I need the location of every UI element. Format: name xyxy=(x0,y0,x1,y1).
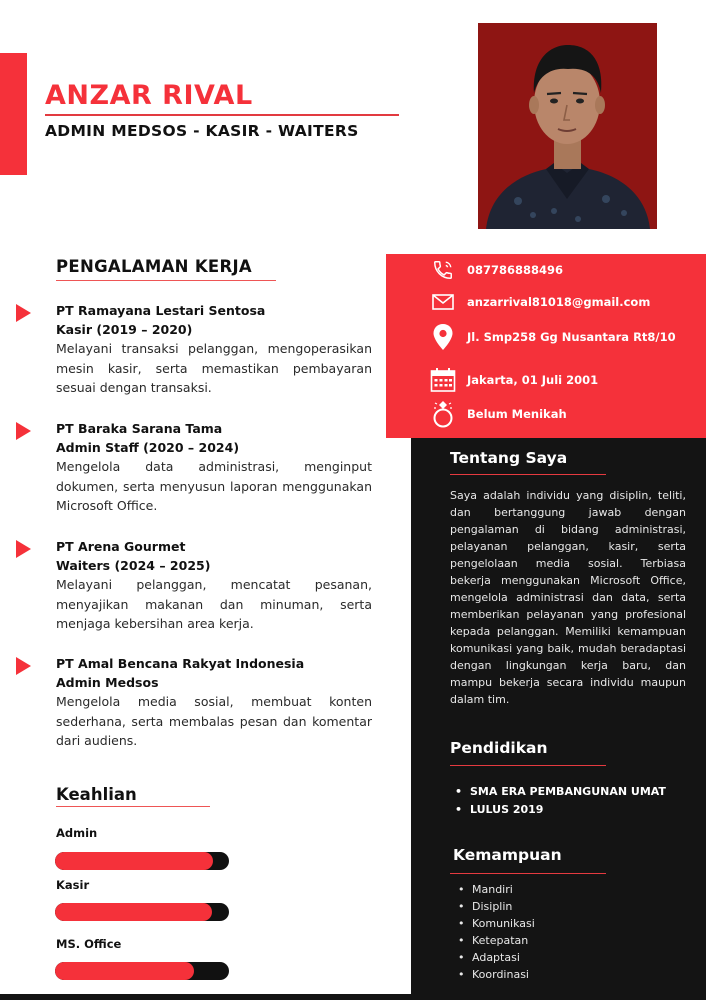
job-company: PT Arena Gourmet xyxy=(56,539,186,554)
abilities-divider xyxy=(450,873,606,874)
education-divider xyxy=(450,765,606,766)
header-accent-tab xyxy=(0,53,27,175)
skills-divider xyxy=(56,806,210,807)
about-text: Saya adalah individu yang disiplin, teliti, dan bertanggung jawab dengan pengalaman di bidang administrasi, pelayanan pelanggan, kasir, serta pengelolaan media sosial. Terbiasa bekerja menggunakan Microsoft Office, mengelola administrasi dan data, serta memberikan pelayanan yang profesional kepada pelanggan. Memiliki kemampuan komunikasi yang baik, mudah beradaptasi dengan lingkungan kerja baru, dan mampu bekerja secara individu maupun dalam tim. xyxy=(450,489,686,706)
experience-title: PENGALAMAN KERJA xyxy=(56,257,252,276)
calendar-icon xyxy=(429,366,457,394)
job-company: PT Amal Bencana Rakyat Indonesia xyxy=(56,656,305,671)
abilities-title: Kemampuan xyxy=(453,846,562,864)
candidate-subtitle: ADMIN MEDSOS - KASIR - WAITERS xyxy=(45,122,359,140)
contact-email xyxy=(429,288,650,316)
education-list xyxy=(455,783,666,818)
education-item: • LULUS 2019 xyxy=(455,801,666,819)
birth-text: Jakarta, 01 Juli 2001 xyxy=(467,373,599,387)
job-item xyxy=(56,538,372,634)
play-marker-icon xyxy=(16,540,31,558)
contact-birth xyxy=(429,366,598,394)
ability-item: • Komunikasi xyxy=(458,915,535,932)
ability-item: • Koordinasi xyxy=(458,966,535,983)
phone-text: 087786888496 xyxy=(467,263,564,277)
job-description: Melayani pelanggan, mencatat pesanan, menyajikan makanan dan minuman, serta menjaga kebersihan area kerja. xyxy=(56,577,372,631)
experience-divider xyxy=(56,280,276,281)
ability-item: • Disiplin xyxy=(458,898,535,915)
email-text: anzarrival81018@gmail.com xyxy=(467,295,651,309)
play-marker-icon xyxy=(16,304,31,322)
contact-address xyxy=(429,323,676,351)
ability-item: • Mandiri xyxy=(458,881,535,898)
mail-icon xyxy=(429,288,457,316)
skill-bar-fill xyxy=(55,852,213,870)
profile-photo xyxy=(478,23,657,229)
name-divider xyxy=(45,114,399,116)
skill-label: Kasir xyxy=(56,878,90,892)
job-company: PT Ramayana Lestari Sentosa xyxy=(56,303,266,318)
education-item: • SMA ERA PEMBANGUNAN UMAT xyxy=(455,783,666,801)
job-role: Waiters (2024 – 2025) xyxy=(56,558,211,573)
job-description: Mengelola data administrasi, menginput dokumen, serta menyusun laporan menggunakan Microsoft Office. xyxy=(56,459,372,513)
skill-bar xyxy=(55,852,229,870)
contact-phone xyxy=(429,256,563,284)
about-divider xyxy=(450,474,606,475)
skill-bar xyxy=(55,903,229,921)
skills-title: Keahlian xyxy=(56,785,137,804)
job-description: Melayani transaksi pelanggan, mengoperasikan mesin kasir, serta memastikan pembayaran sesuai dengan transaksi. xyxy=(56,341,372,395)
play-marker-icon xyxy=(16,657,31,675)
abilities-list xyxy=(458,881,535,983)
candidate-name: ANZAR RIVAL xyxy=(45,80,253,111)
ability-item: • Ketepatan xyxy=(458,932,535,949)
address-text: Jl. Smp258 Gg Nusantara Rt8/10 xyxy=(467,330,676,344)
phone-icon xyxy=(429,256,457,284)
job-role: Admin Medsos xyxy=(56,675,159,690)
skill-label: MS. Office xyxy=(56,937,122,951)
job-item xyxy=(56,302,372,398)
ring-icon xyxy=(429,400,457,428)
job-role: Kasir (2019 – 2020) xyxy=(56,322,193,337)
footer-strip xyxy=(0,994,411,1000)
job-description: Mengelola media sosial, membuat konten sederhana, serta membalas pesan dan komentar dari audiens. xyxy=(56,694,372,748)
marital-text: Belum Menikah xyxy=(467,407,567,421)
job-item xyxy=(56,420,372,516)
play-marker-icon xyxy=(16,422,31,440)
education-title: Pendidikan xyxy=(450,739,548,757)
contact-marital xyxy=(429,400,567,428)
ability-item: • Adaptasi xyxy=(458,949,535,966)
skill-bar xyxy=(55,962,229,980)
skill-label: Admin xyxy=(56,826,98,840)
job-company: PT Baraka Sarana Tama xyxy=(56,421,223,436)
skill-bar-fill xyxy=(55,962,194,980)
about-title: Tentang Saya xyxy=(450,449,568,467)
skill-bar-fill xyxy=(55,903,212,921)
job-item xyxy=(56,655,372,751)
location-pin-icon xyxy=(429,323,457,351)
job-role: Admin Staff (2020 – 2024) xyxy=(56,440,240,455)
